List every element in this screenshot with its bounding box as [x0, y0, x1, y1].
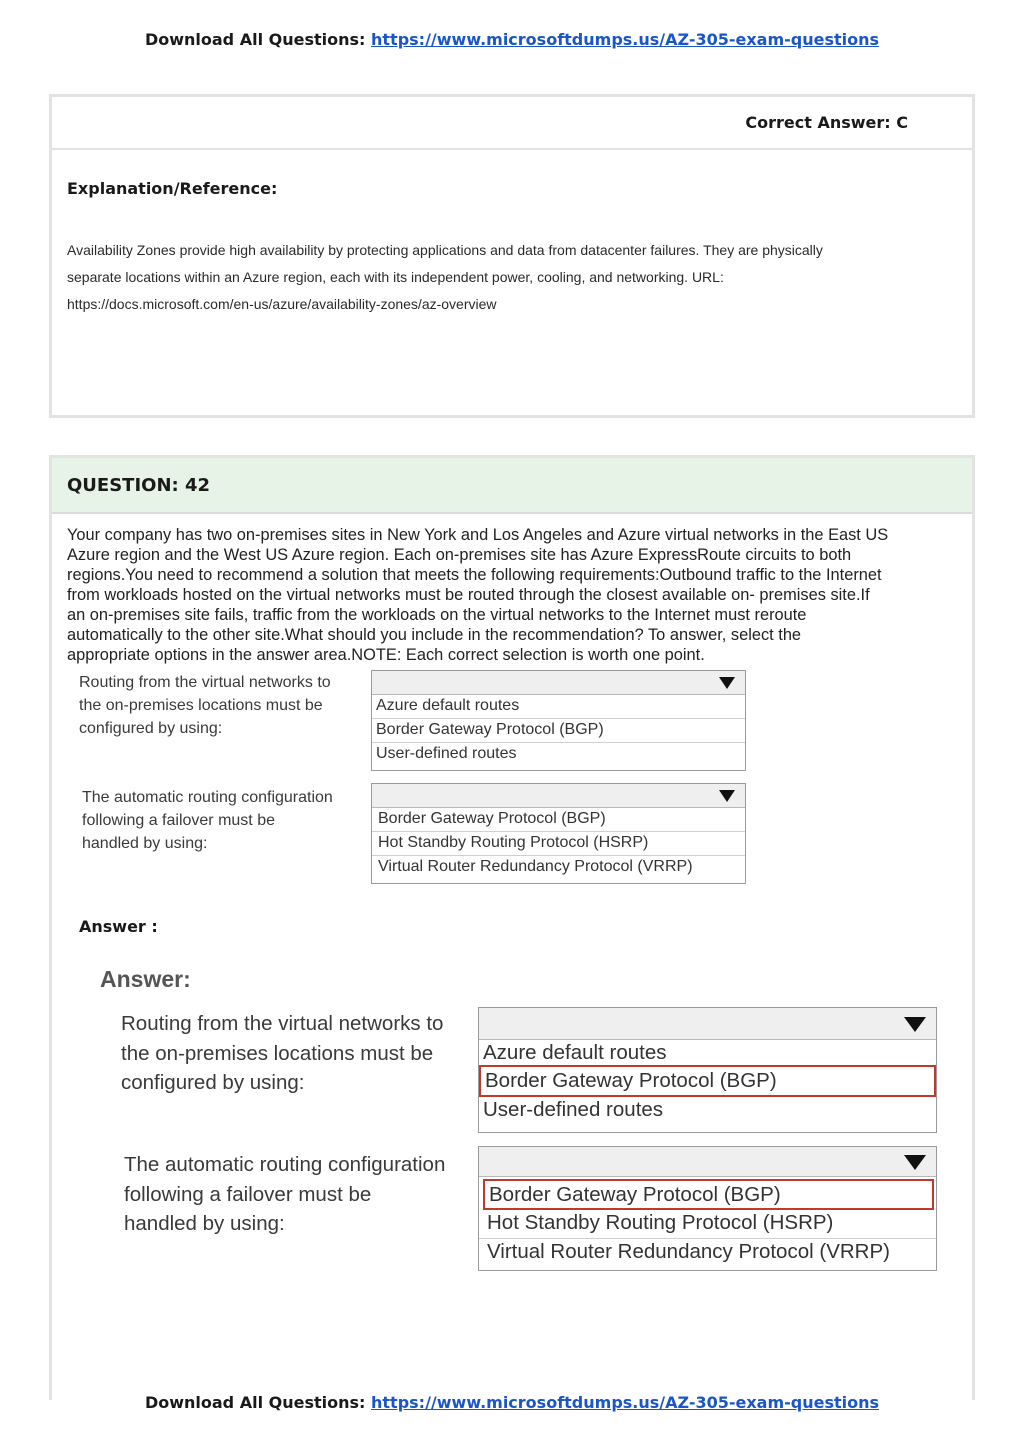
a1-dropdown[interactable] [478, 1007, 937, 1133]
q2-prompt-line: handled by using: [82, 835, 208, 853]
a1-prompt-line: configured by using: [121, 1071, 305, 1095]
question-line: regions.You need to recommend a solution that meets the following requirements:Outbound traffic to the Internet [67, 566, 882, 584]
correct-answer-row [52, 97, 972, 150]
a2-prompt [124, 1150, 484, 1239]
explanation-text [67, 237, 907, 318]
download-link[interactable]: https://www.microsoftdumps.us/AZ-305-exam-questions [371, 30, 880, 49]
a1-prompt-line: the on-premises locations must be [121, 1041, 434, 1065]
a1-option[interactable]: Azure default routes [483, 1041, 667, 1064]
q1-dropdown-header[interactable] [372, 671, 745, 695]
answer-label: Answer : [79, 917, 158, 936]
a1-option-selected[interactable]: Border Gateway Protocol (BGP) [479, 1065, 936, 1097]
question-line: Your company has two on-premises sites in New York and Los Angeles and Azure virtual networks in the East US [67, 526, 889, 544]
q2-option[interactable]: Border Gateway Protocol (BGP) [372, 808, 745, 832]
a1-dropdown-header[interactable] [479, 1008, 936, 1040]
question-text [67, 525, 957, 665]
a2-option[interactable]: Hot Standby Routing Protocol (HSRP) [479, 1210, 936, 1239]
question-header [52, 458, 972, 514]
q1-option[interactable]: Border Gateway Protocol (BGP) [372, 719, 745, 743]
q1-option[interactable]: User-defined routes [376, 745, 517, 762]
q1-option[interactable]: Azure default routes [372, 695, 745, 719]
q2-prompt-line: following a failover must be [82, 812, 275, 830]
explanation-title: Explanation/Reference: [67, 179, 278, 198]
q1-prompt [79, 671, 379, 741]
answer-card [49, 94, 975, 418]
download-banner-prefix: Download All Questions: [144, 30, 366, 49]
q2-dropdown[interactable] [371, 783, 746, 884]
q2-prompt-line: The automatic routing configuration [82, 789, 333, 806]
q1-prompt-line: Routing from the virtual networks to [79, 674, 331, 691]
dropdown-arrow-icon [904, 1155, 926, 1170]
a2-prompt-line: The automatic routing configuration [124, 1153, 446, 1176]
download-banner-prefix: Download All Questions: [144, 1393, 366, 1412]
a1-prompt [121, 1009, 481, 1098]
a1-option[interactable]: User-defined routes [483, 1098, 664, 1121]
a2-dropdown[interactable] [478, 1146, 937, 1271]
download-banner-top [0, 30, 1024, 49]
question-line: automatically to the other site.What should you include in the recommendation? To answer, select the [67, 626, 802, 644]
a2-prompt-line: following a failover must be [124, 1182, 372, 1206]
a2-option[interactable]: Virtual Router Redundancy Protocol (VRRP) [487, 1240, 890, 1263]
explanation-line: separate locations within an Azure region, each with its independent power, cooling, and networking. URL: [67, 269, 724, 285]
q2-option[interactable]: Virtual Router Redundancy Protocol (VRRP) [378, 858, 693, 875]
q1-dropdown[interactable] [371, 670, 746, 771]
a1-prompt-line: Routing from the virtual networks to [121, 1012, 444, 1035]
question-line: Azure region and the West US Azure region. Each on-premises site has Azure ExpressRoute circuits to both [67, 546, 852, 564]
question-line: appropriate options in the answer area.NOTE: Each correct selection is worth one point. [67, 646, 705, 664]
q2-prompt [82, 786, 382, 856]
dropdown-arrow-icon [719, 790, 735, 802]
correct-answer: Correct Answer: C [745, 113, 908, 132]
a2-prompt-line: handled by using: [124, 1212, 285, 1236]
dropdown-arrow-icon [904, 1017, 926, 1032]
explanation-line: Availability Zones provide high availability by protecting applications and data from datacenter failures. They are physically [67, 242, 823, 258]
q1-prompt-line: the on-premises locations must be [79, 697, 323, 715]
q2-option[interactable]: Hot Standby Routing Protocol (HSRP) [372, 832, 745, 856]
question-line: an on-premises site fails, traffic from the workloads on the virtual networks to the Internet must reroute [67, 606, 807, 624]
answer-area-heading: Answer: [100, 966, 191, 992]
question-line: from workloads hosted on the virtual networks must be routed through the closest available on- premises site.If [67, 586, 870, 604]
q2-dropdown-header[interactable] [372, 784, 745, 808]
download-link[interactable]: https://www.microsoftdumps.us/AZ-305-exam-questions [371, 1393, 880, 1412]
explanation-line: https://docs.microsoft.com/en-us/azure/availability-zones/az-overview [67, 296, 497, 312]
a2-dropdown-header[interactable] [479, 1147, 936, 1177]
q1-prompt-line: configured by using: [79, 720, 223, 738]
question-title: QUESTION: 42 [67, 474, 211, 496]
dropdown-arrow-icon [719, 677, 735, 689]
download-banner-bottom [0, 1393, 1024, 1412]
a2-option-selected[interactable]: Border Gateway Protocol (BGP) [483, 1179, 934, 1210]
